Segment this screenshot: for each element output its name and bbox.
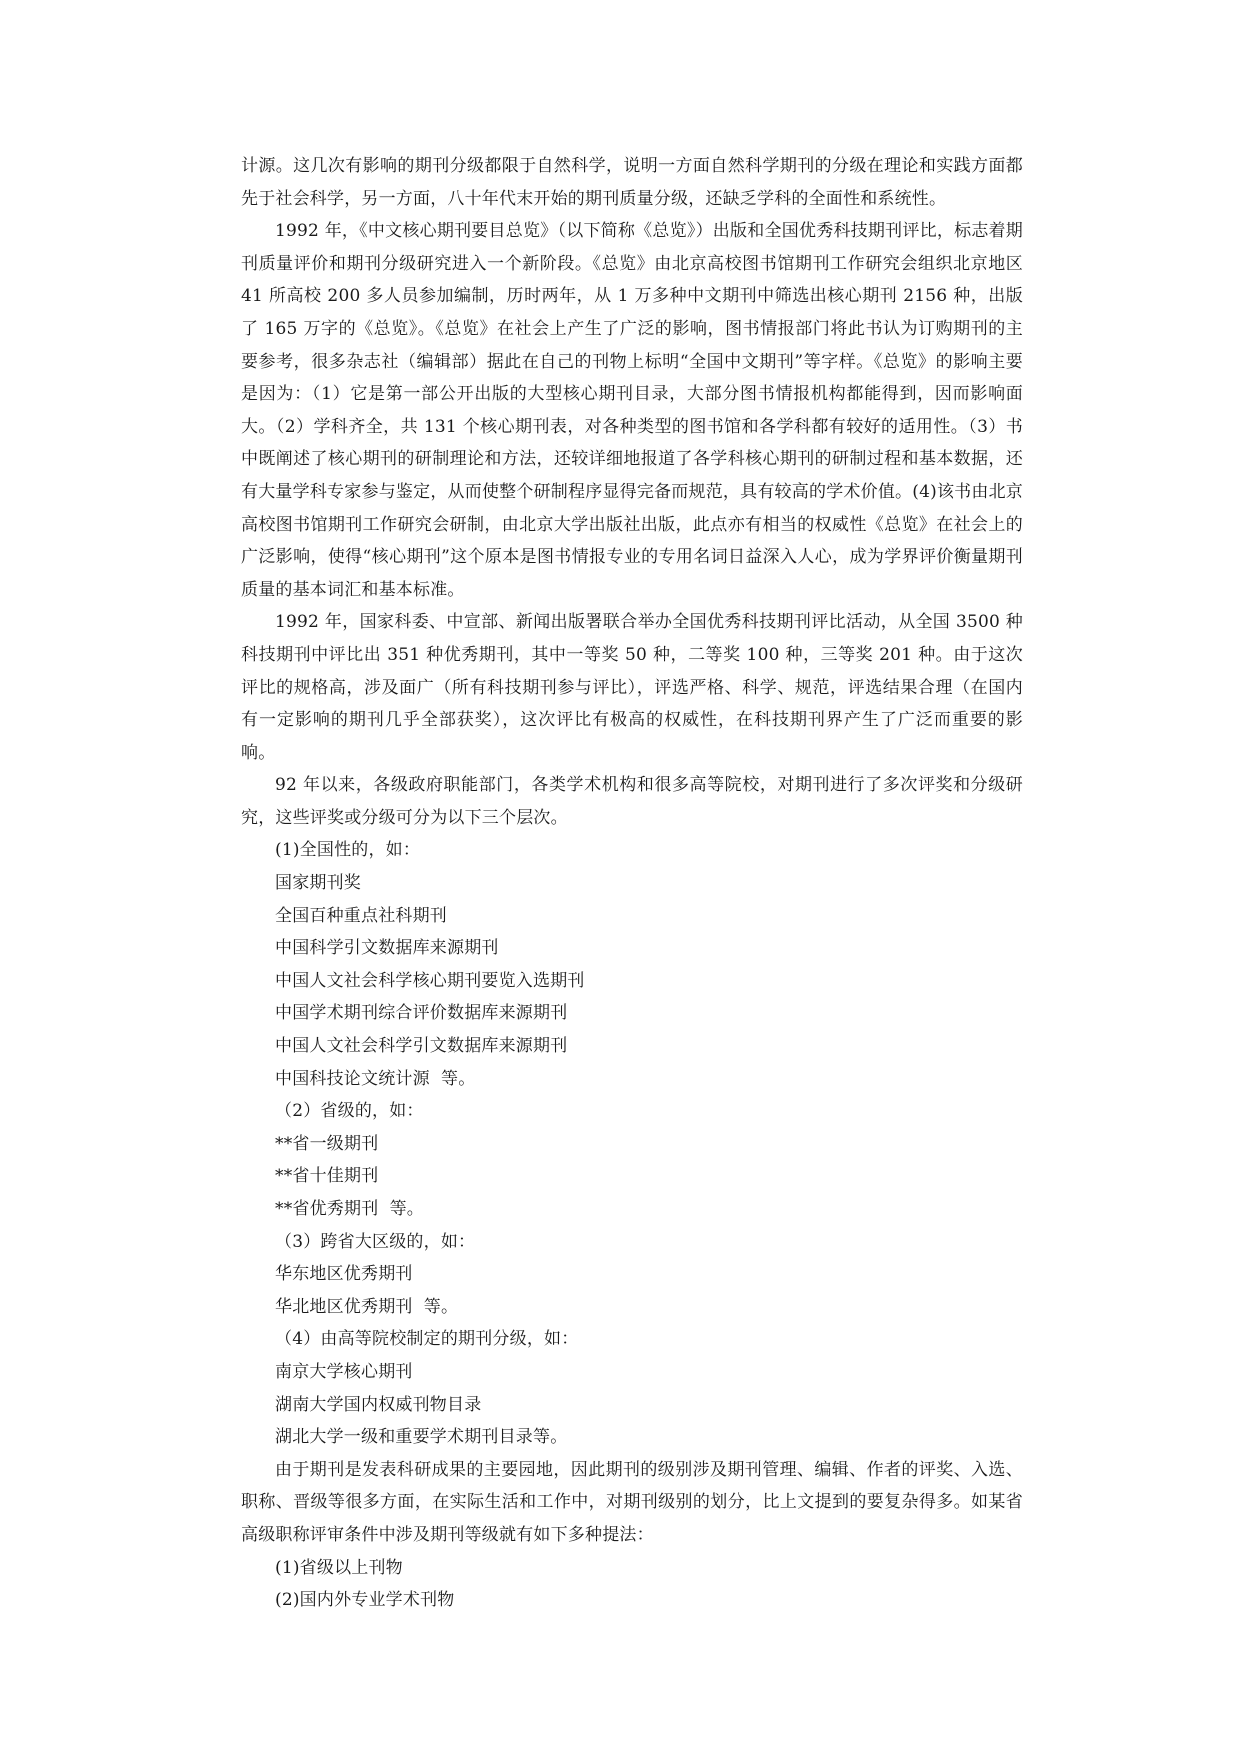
list-line: （4）由高等院校制定的期刊分级，如： xyxy=(275,1329,579,1350)
list-line: 中国人文社会科学引文数据库来源期刊 xyxy=(275,1036,568,1057)
list-line: 南京大学核心期刊 xyxy=(275,1361,413,1382)
list-line: （3）跨省大区级的，如： xyxy=(275,1231,476,1252)
list-line: 全国百种重点社科期刊 xyxy=(275,905,447,926)
final-list-item: (2)国内外专业学术刊物 xyxy=(275,1590,455,1611)
list-line: (1)全国性的，如： xyxy=(275,840,421,861)
closing-paragraph: 由于期刊是发表科研成果的主要园地，因此期刊的级别涉及期刊管理、编辑、作者的评奖、入选、职称、晋级等很多方面，在实际生活和工作中，对期刊级别的划分，比上文提到的要复杂得多。如某省高级职称评审条件中涉及期刊等级就有如下多种提法： xyxy=(241,1459,1023,1545)
paragraph-4: 92 年以来，各级政府职能部门，各类学术机构和很多高等院校，对期刊进行了多次评奖和分级研究，这些评奖或分级可分为以下三个层次。 xyxy=(241,775,1023,828)
list-line: （2）省级的，如： xyxy=(275,1101,424,1122)
list-line: 中国科学引文数据库来源期刊 xyxy=(275,938,499,959)
paragraph-2: 1992 年，《中文核心期刊要目总览》（以下简称《总览》）出版和全国优秀科技期刊评比，标志着期刊质量评价和期刊分级研究进入一个新阶段。《总览》由北京高校图书馆期刊工作研究会组织北京地区 41 所高校 200 多人员参加编制，历时两年，从 1 万多种中文期刊中筛选出核心期刊 2156 种，出版了 165 万字的《总览》。《总览》在社会上产生了广泛的影响，图书情报部门将此书认为订购期刊的主要参考，很多杂志社（编辑部）据此在自己的刊物上标明“全国中文期刊”等字样。《总览》的影响主要是因为：（1）它是第一部公开出版的大型核心期刊目录，大部分图书情报机构都能得到，因而影响面大。（2）学科齐全，共 131 个核心期刊表，对各种类型的图书馆和各学科都有较好的适用性。（3）书中既阐述了核心期刊的研制理论和方法，还较详细地报道了各学科核心期刊的研制过程和基本数据，还有大量学科专家参与鉴定，从而使整个研制程序显得完备而规范，具有较高的学术价值。(4)该书由北京高校图书馆期刊工作研究会研制，由北京大学出版社出版，此点亦有相当的权威性《总览》在社会上的广泛影响，使得“核心期刊”这个原本是图书情报专业的专用名词日益深入人心，成为学界评价衡量期刊质量的基本词汇和基本标准。 xyxy=(241,221,1023,600)
list-line: 中国科技论文统计源 等。 xyxy=(275,1068,476,1089)
final-list-item: (1)省级以上刊物 xyxy=(275,1557,403,1578)
paragraph-1: 计源。这几次有影响的期刊分级都限于自然科学，说明一方面自然科学期刊的分级在理论和实践方面都先于社会科学，另一方面，八十年代末开始的期刊质量分级，还缺乏学科的全面性和系统性。 xyxy=(241,156,1023,209)
list-line: **省优秀期刊 等。 xyxy=(275,1199,425,1219)
list-line: 国家期刊奖 xyxy=(275,873,361,894)
list-line: 湖北大学一级和重要学术期刊目录等。 xyxy=(275,1427,568,1448)
paragraph-3: 1992 年，国家科委、中宣部、新闻出版署联合举办全国优秀科技期刊评比活动，从全国 3500 种科技期刊中评比出 351 种优秀期刊，其中一等奖 50 种，二等奖 100 种，三等奖 201 种。由于这次评比的规格高，涉及面广（所有科技期刊参与评比），评选严格、科学、规范，评选结果合理（在国内有一定影响的期刊几乎全部获奖），这次评比有极高的权威性，在科技期刊界产生了广泛而重要的影响。 xyxy=(241,612,1023,763)
list-line: **省十佳期刊 xyxy=(275,1166,379,1187)
final-list xyxy=(241,1552,1023,1617)
list-line: **省一级期刊 xyxy=(275,1133,379,1154)
list-line: 湖南大学国内权威刊物目录 xyxy=(275,1394,482,1415)
list-line: 中国人文社会科学核心期刊要览入选期刊 xyxy=(275,970,585,991)
ranking-list xyxy=(241,834,1023,1453)
document-body xyxy=(241,150,1023,1617)
list-line: 华东地区优秀期刊 xyxy=(275,1264,413,1285)
list-line: 中国学术期刊综合评价数据库来源期刊 xyxy=(275,1003,568,1024)
list-line: 华北地区优秀期刊 等。 xyxy=(275,1296,459,1317)
